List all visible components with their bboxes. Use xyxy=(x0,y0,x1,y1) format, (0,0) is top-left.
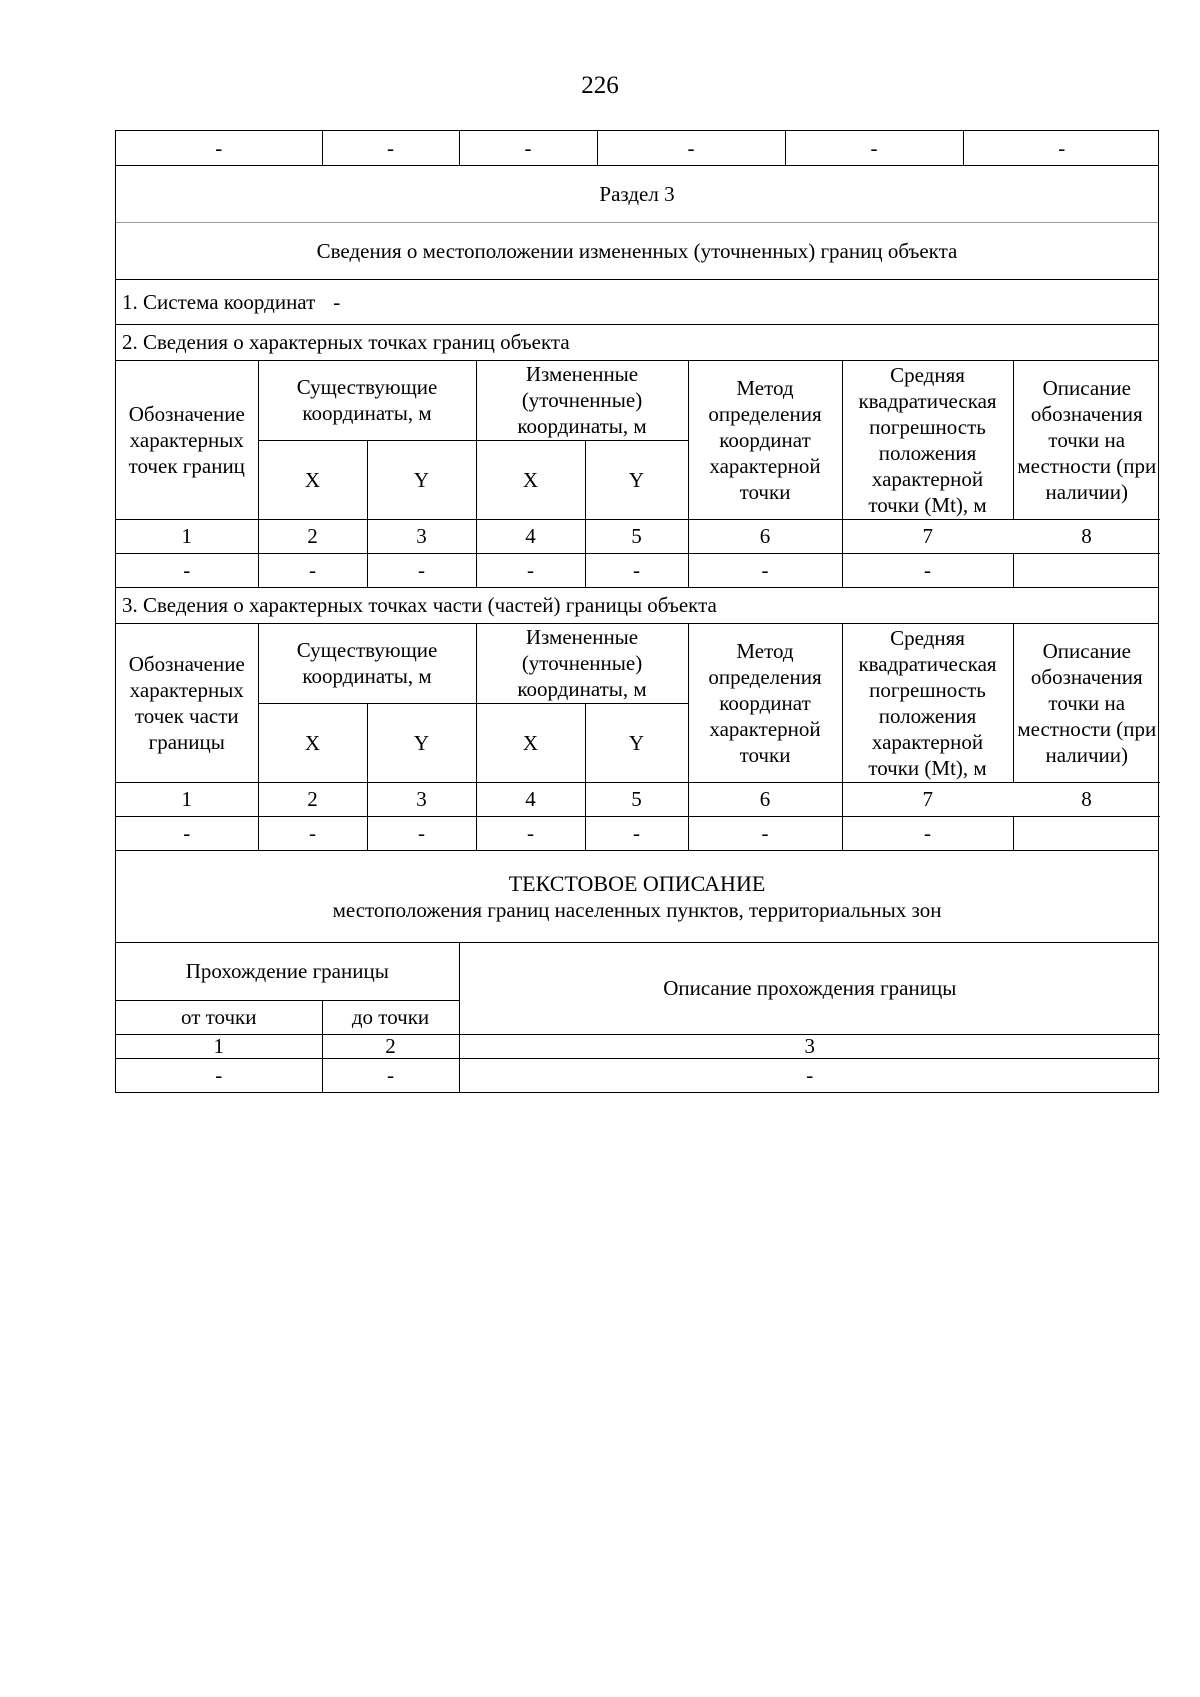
boundary-passage-table xyxy=(116,943,1160,1092)
column-number: 3 xyxy=(459,1034,1160,1058)
col-header-x: X xyxy=(476,703,585,782)
table-cell: - xyxy=(116,1058,322,1092)
section-title: Раздел 3 xyxy=(116,165,1158,222)
col-header-y: Y xyxy=(585,440,688,519)
col-header-method: Метод определения координат характерной точки xyxy=(688,361,842,519)
col-header-from-point: от точки xyxy=(116,1000,322,1034)
column-number: 8 xyxy=(1013,782,1160,816)
table-cell: - xyxy=(459,131,597,165)
table-cell: - xyxy=(116,816,258,850)
table-cell: - xyxy=(688,553,842,587)
col-header-method: Метод определения координат характерной точки xyxy=(688,624,842,782)
col-header-changed-coords: Измененные (уточненные) координаты, м xyxy=(476,361,688,440)
table-cell: - xyxy=(459,1058,1160,1092)
characteristic-points-table xyxy=(116,361,1160,587)
col-header-y: Y xyxy=(367,703,476,782)
col-header-changed-coords: Измененные (уточненные) координаты, м xyxy=(476,624,688,703)
column-number: 7 xyxy=(842,519,1013,553)
col-header-point-description: Описание обозначения точки на местности (при наличии) xyxy=(1013,624,1160,782)
table-cell: - xyxy=(785,131,963,165)
column-number: 6 xyxy=(688,519,842,553)
column-number: 6 xyxy=(688,782,842,816)
column-number: 5 xyxy=(585,519,688,553)
document-form xyxy=(115,130,1159,1093)
table-cell: - xyxy=(258,553,367,587)
table-cell: - xyxy=(963,131,1160,165)
col-header-x: X xyxy=(258,703,367,782)
text-description-title: ТЕКСТОВОЕ ОПИСАНИЕ xyxy=(508,871,766,896)
column-number: 4 xyxy=(476,519,585,553)
col-header-point-designation: Обозначение характерных точек границ xyxy=(116,361,258,519)
coord-system-line xyxy=(116,279,1158,324)
table-cell: - xyxy=(688,816,842,850)
column-number: 1 xyxy=(116,782,258,816)
table-cell: - xyxy=(585,553,688,587)
col-header-existing-coords: Существующие координаты, м xyxy=(258,624,476,703)
col-header-y: Y xyxy=(585,703,688,782)
section-subtitle: Сведения о местоположении измененных (уточненных) границ объекта xyxy=(116,222,1158,279)
table-cell: - xyxy=(842,816,1013,850)
col-header-existing-coords: Существующие координаты, м xyxy=(258,361,476,440)
page-number: 226 xyxy=(581,72,619,99)
text-description-block xyxy=(116,850,1158,942)
table1-title: 2. Сведения о характерных точках границ объекта xyxy=(116,324,1158,360)
column-number: 1 xyxy=(116,1034,322,1058)
col-header-mean-error: Средняя квадратическая погрешность положения характерной точки (Mt), м xyxy=(842,361,1013,519)
table-cell: - xyxy=(476,553,585,587)
text-description-subtitle: местоположения границ населенных пунктов, территориальных зон xyxy=(332,898,942,922)
column-number: 7 xyxy=(842,782,1013,816)
column-number: 2 xyxy=(258,519,367,553)
column-number: 5 xyxy=(585,782,688,816)
col-header-to-point: до точки xyxy=(322,1000,459,1034)
col-header-x: X xyxy=(476,440,585,519)
col-header-boundary-passage: Прохождение границы xyxy=(116,943,459,1000)
col-header-boundary-description: Описание прохождения границы xyxy=(459,943,1160,1034)
table-cell: - xyxy=(116,131,322,165)
table2-title: 3. Сведения о характерных точках части (частей) границы объекта xyxy=(116,587,1158,623)
col-header-point-designation: Обозначение характерных точек части границы xyxy=(116,624,258,782)
col-header-point-description: Описание обозначения точки на местности (при наличии) xyxy=(1013,361,1160,519)
col-header-y: Y xyxy=(367,440,476,519)
continuation-row-table xyxy=(116,131,1160,165)
column-number: 1 xyxy=(116,519,258,553)
table-cell: - xyxy=(367,816,476,850)
table-cell: - xyxy=(476,816,585,850)
col-header-x: X xyxy=(258,440,367,519)
table-cell: - xyxy=(116,553,258,587)
table-cell xyxy=(1013,816,1160,850)
column-number: 3 xyxy=(367,782,476,816)
table-cell: - xyxy=(842,553,1013,587)
coord-system-value: - xyxy=(333,289,341,314)
column-number: 2 xyxy=(258,782,367,816)
column-number: 3 xyxy=(367,519,476,553)
col-header-mean-error: Средняя квадратическая погрешность положения характерной точки (Mt), м xyxy=(842,624,1013,782)
table-cell: - xyxy=(322,1058,459,1092)
table-cell xyxy=(1013,553,1160,587)
column-number: 2 xyxy=(322,1034,459,1058)
table-cell: - xyxy=(597,131,785,165)
table-cell: - xyxy=(585,816,688,850)
coord-system-label: 1. Система координат xyxy=(122,289,316,314)
table-cell: - xyxy=(258,816,367,850)
table-cell: - xyxy=(322,131,459,165)
table-cell: - xyxy=(367,553,476,587)
column-number: 4 xyxy=(476,782,585,816)
column-number: 8 xyxy=(1013,519,1160,553)
part-points-table xyxy=(116,624,1160,850)
